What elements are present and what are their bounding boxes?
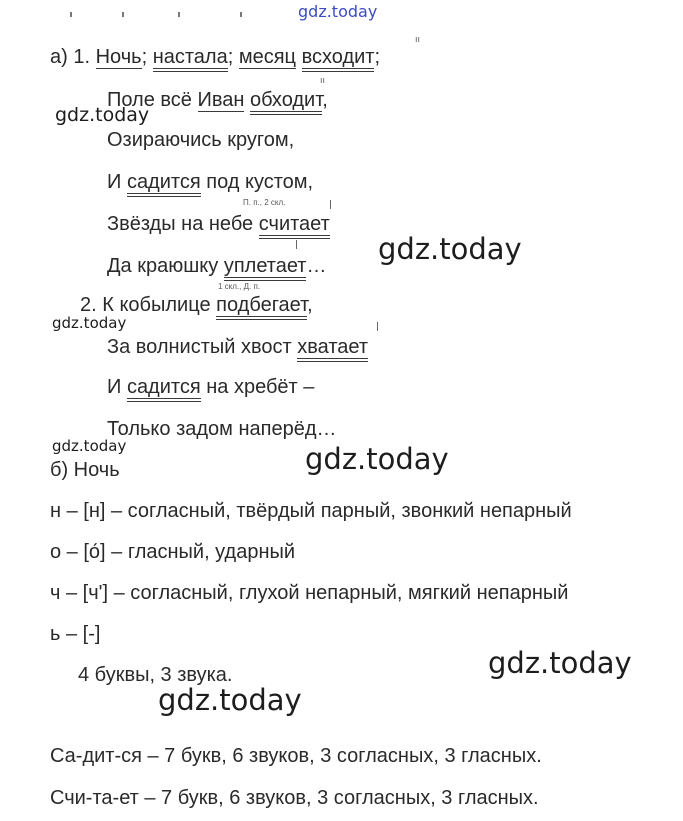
stress-mark: ıı: [320, 75, 326, 85]
predicate-word: уплетает: [224, 255, 307, 281]
predicate-word: обходит: [250, 89, 322, 115]
punct: ,: [307, 294, 313, 316]
stress-tick: [296, 240, 297, 249]
watermark: gdz.today: [52, 314, 127, 332]
subject-word: Иван: [197, 89, 245, 111]
verse1-line5: [107, 212, 330, 236]
subject-word: месяц: [238, 46, 297, 68]
predicate-word: садится: [127, 376, 201, 402]
predicate-word: считает: [259, 213, 330, 239]
verse-text: И: [107, 171, 122, 193]
part-a-label: а) 1.: [50, 46, 91, 68]
subject-word: Ночь: [95, 46, 142, 68]
stress-tick: [330, 200, 331, 209]
verse2-line3: [107, 375, 314, 399]
predicate-word: всходит: [302, 46, 375, 72]
predicate-word: хватает: [297, 336, 368, 362]
punct: ;: [227, 46, 234, 68]
cropped-mark: [122, 12, 124, 17]
verse1-line6: [107, 254, 326, 278]
watermark: gdz.today: [55, 104, 150, 126]
watermark: gdz.today: [52, 437, 127, 455]
verse2-label: 2.: [80, 294, 97, 316]
case-note: 1 скл., Д. п.: [218, 282, 261, 291]
verse-text: И: [107, 376, 122, 398]
verse-text: Поле всё: [107, 89, 192, 111]
verse-text: К кобылице: [102, 294, 211, 316]
verse2-line4: Только задом наперёд…: [107, 418, 337, 440]
phonetic-row: н – [н] – согласный, твёрдый парный, звонкий непарный: [50, 500, 572, 522]
verse-text: на хребёт –: [206, 376, 315, 398]
verse-text: За волнистый хвост: [107, 336, 292, 358]
cropped-previous-line: [0, 0, 300, 18]
part-b-title: б) Ночь: [50, 459, 120, 481]
cropped-mark: [70, 12, 72, 17]
cropped-mark: [240, 12, 242, 17]
punct: ,: [322, 89, 328, 111]
watermark-top: gdz.today: [298, 2, 378, 21]
phonetic-row: о – [о́] – гласный, ударный: [50, 541, 296, 563]
predicate-word: подбегает: [216, 294, 307, 320]
phonetic-row: ч – [ч'] – согласный, глухой непарный, мягкий непарный: [50, 582, 569, 604]
predicate-word: садится: [127, 171, 201, 197]
verse1-line1: [50, 45, 380, 69]
case-note: П. п., 2 скл.: [243, 198, 286, 207]
watermark: gdz.today: [158, 683, 302, 717]
word-analysis: Са-дит-ся – 7 букв, 6 звуков, 3 согласных, 3 гласных.: [50, 745, 542, 767]
predicate-word: настала: [153, 46, 228, 72]
verse2-line2: [107, 335, 368, 359]
punct: …: [306, 255, 327, 277]
stress-mark: ıı: [415, 34, 421, 44]
verse1-line3: Озираючись кругом,: [107, 129, 295, 151]
watermark: gdz.today: [305, 442, 449, 476]
phonetic-row: ь – [-]: [50, 623, 101, 645]
punct: ;: [141, 46, 148, 68]
cropped-mark: [178, 12, 180, 17]
word-analysis: Счи-та-ет – 7 букв, 6 звуков, 3 согласных, 3 гласных.: [50, 787, 539, 809]
watermark: gdz.today: [488, 646, 632, 680]
watermark: gdz.today: [378, 232, 522, 266]
punct: ;: [374, 46, 381, 68]
phonetic-summary: 4 буквы, 3 звука.: [78, 664, 233, 686]
verse-text: Да краюшку: [107, 255, 219, 277]
stress-tick: [377, 322, 378, 331]
verse1-line4: [107, 170, 313, 194]
verse-text: Звёзды на небе: [107, 213, 254, 235]
verse-text: под кустом,: [206, 171, 314, 193]
